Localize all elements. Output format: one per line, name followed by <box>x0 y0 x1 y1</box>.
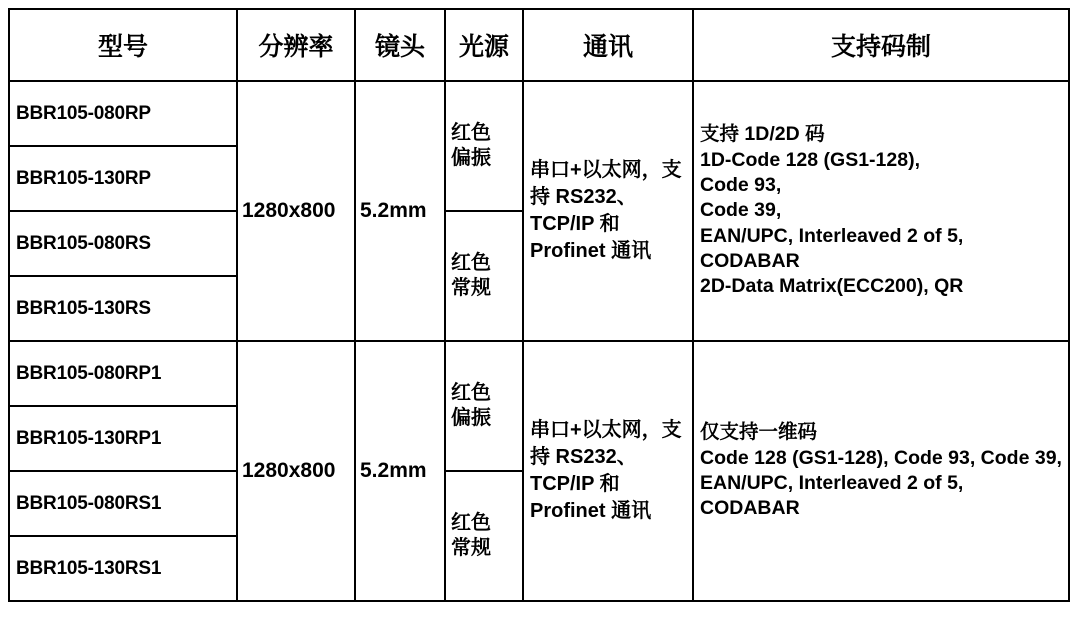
supported-codes-cell: 仅支持一维码 Code 128 (GS1-128), Code 93, Code 39, EAN/UPC, Interleaved 2 of 5, CODABAR <box>693 341 1069 601</box>
model-cell: BBR105-080RS1 <box>9 471 237 536</box>
header-light-source: 光源 <box>445 9 523 81</box>
model-cell: BBR105-080RP <box>9 81 237 146</box>
header-lens: 镜头 <box>355 9 445 81</box>
resolution-cell: 1280x800 <box>237 81 355 341</box>
table-row <box>9 81 1069 146</box>
resolution-cell: 1280x800 <box>237 341 355 601</box>
model-cell: BBR105-130RS1 <box>9 536 237 601</box>
model-cell: BBR105-130RP <box>9 146 237 211</box>
light-source-cell: 红色 偏振 <box>445 341 523 471</box>
model-cell: BBR105-080RS <box>9 211 237 276</box>
header-supported-codes: 支持码制 <box>693 9 1069 81</box>
communication-cell: 串口+以太网，支持 RS232、TCP/IP 和 Profinet 通讯 <box>523 81 693 341</box>
table-row <box>9 341 1069 406</box>
light-source-cell: 红色 常规 <box>445 471 523 601</box>
header-model: 型号 <box>9 9 237 81</box>
light-source-cell: 红色 偏振 <box>445 81 523 211</box>
model-cell: BBR105-080RP1 <box>9 341 237 406</box>
header-resolution: 分辨率 <box>237 9 355 81</box>
header-communication: 通讯 <box>523 9 693 81</box>
table-header-row <box>9 9 1069 81</box>
model-cell: BBR105-130RP1 <box>9 406 237 471</box>
communication-cell: 串口+以太网，支持 RS232、TCP/IP 和 Profinet 通讯 <box>523 341 693 601</box>
model-cell: BBR105-130RS <box>9 276 237 341</box>
lens-cell: 5.2mm <box>355 341 445 601</box>
lens-cell: 5.2mm <box>355 81 445 341</box>
supported-codes-cell: 支持 1D/2D 码 1D-Code 128 (GS1-128), Code 93, Code 39, EAN/UPC, Interleaved 2 of 5, CODABAR 2D-Data Matrix(ECC200), QR <box>693 81 1069 341</box>
product-spec-table <box>8 8 1070 602</box>
light-source-cell: 红色 常规 <box>445 211 523 341</box>
